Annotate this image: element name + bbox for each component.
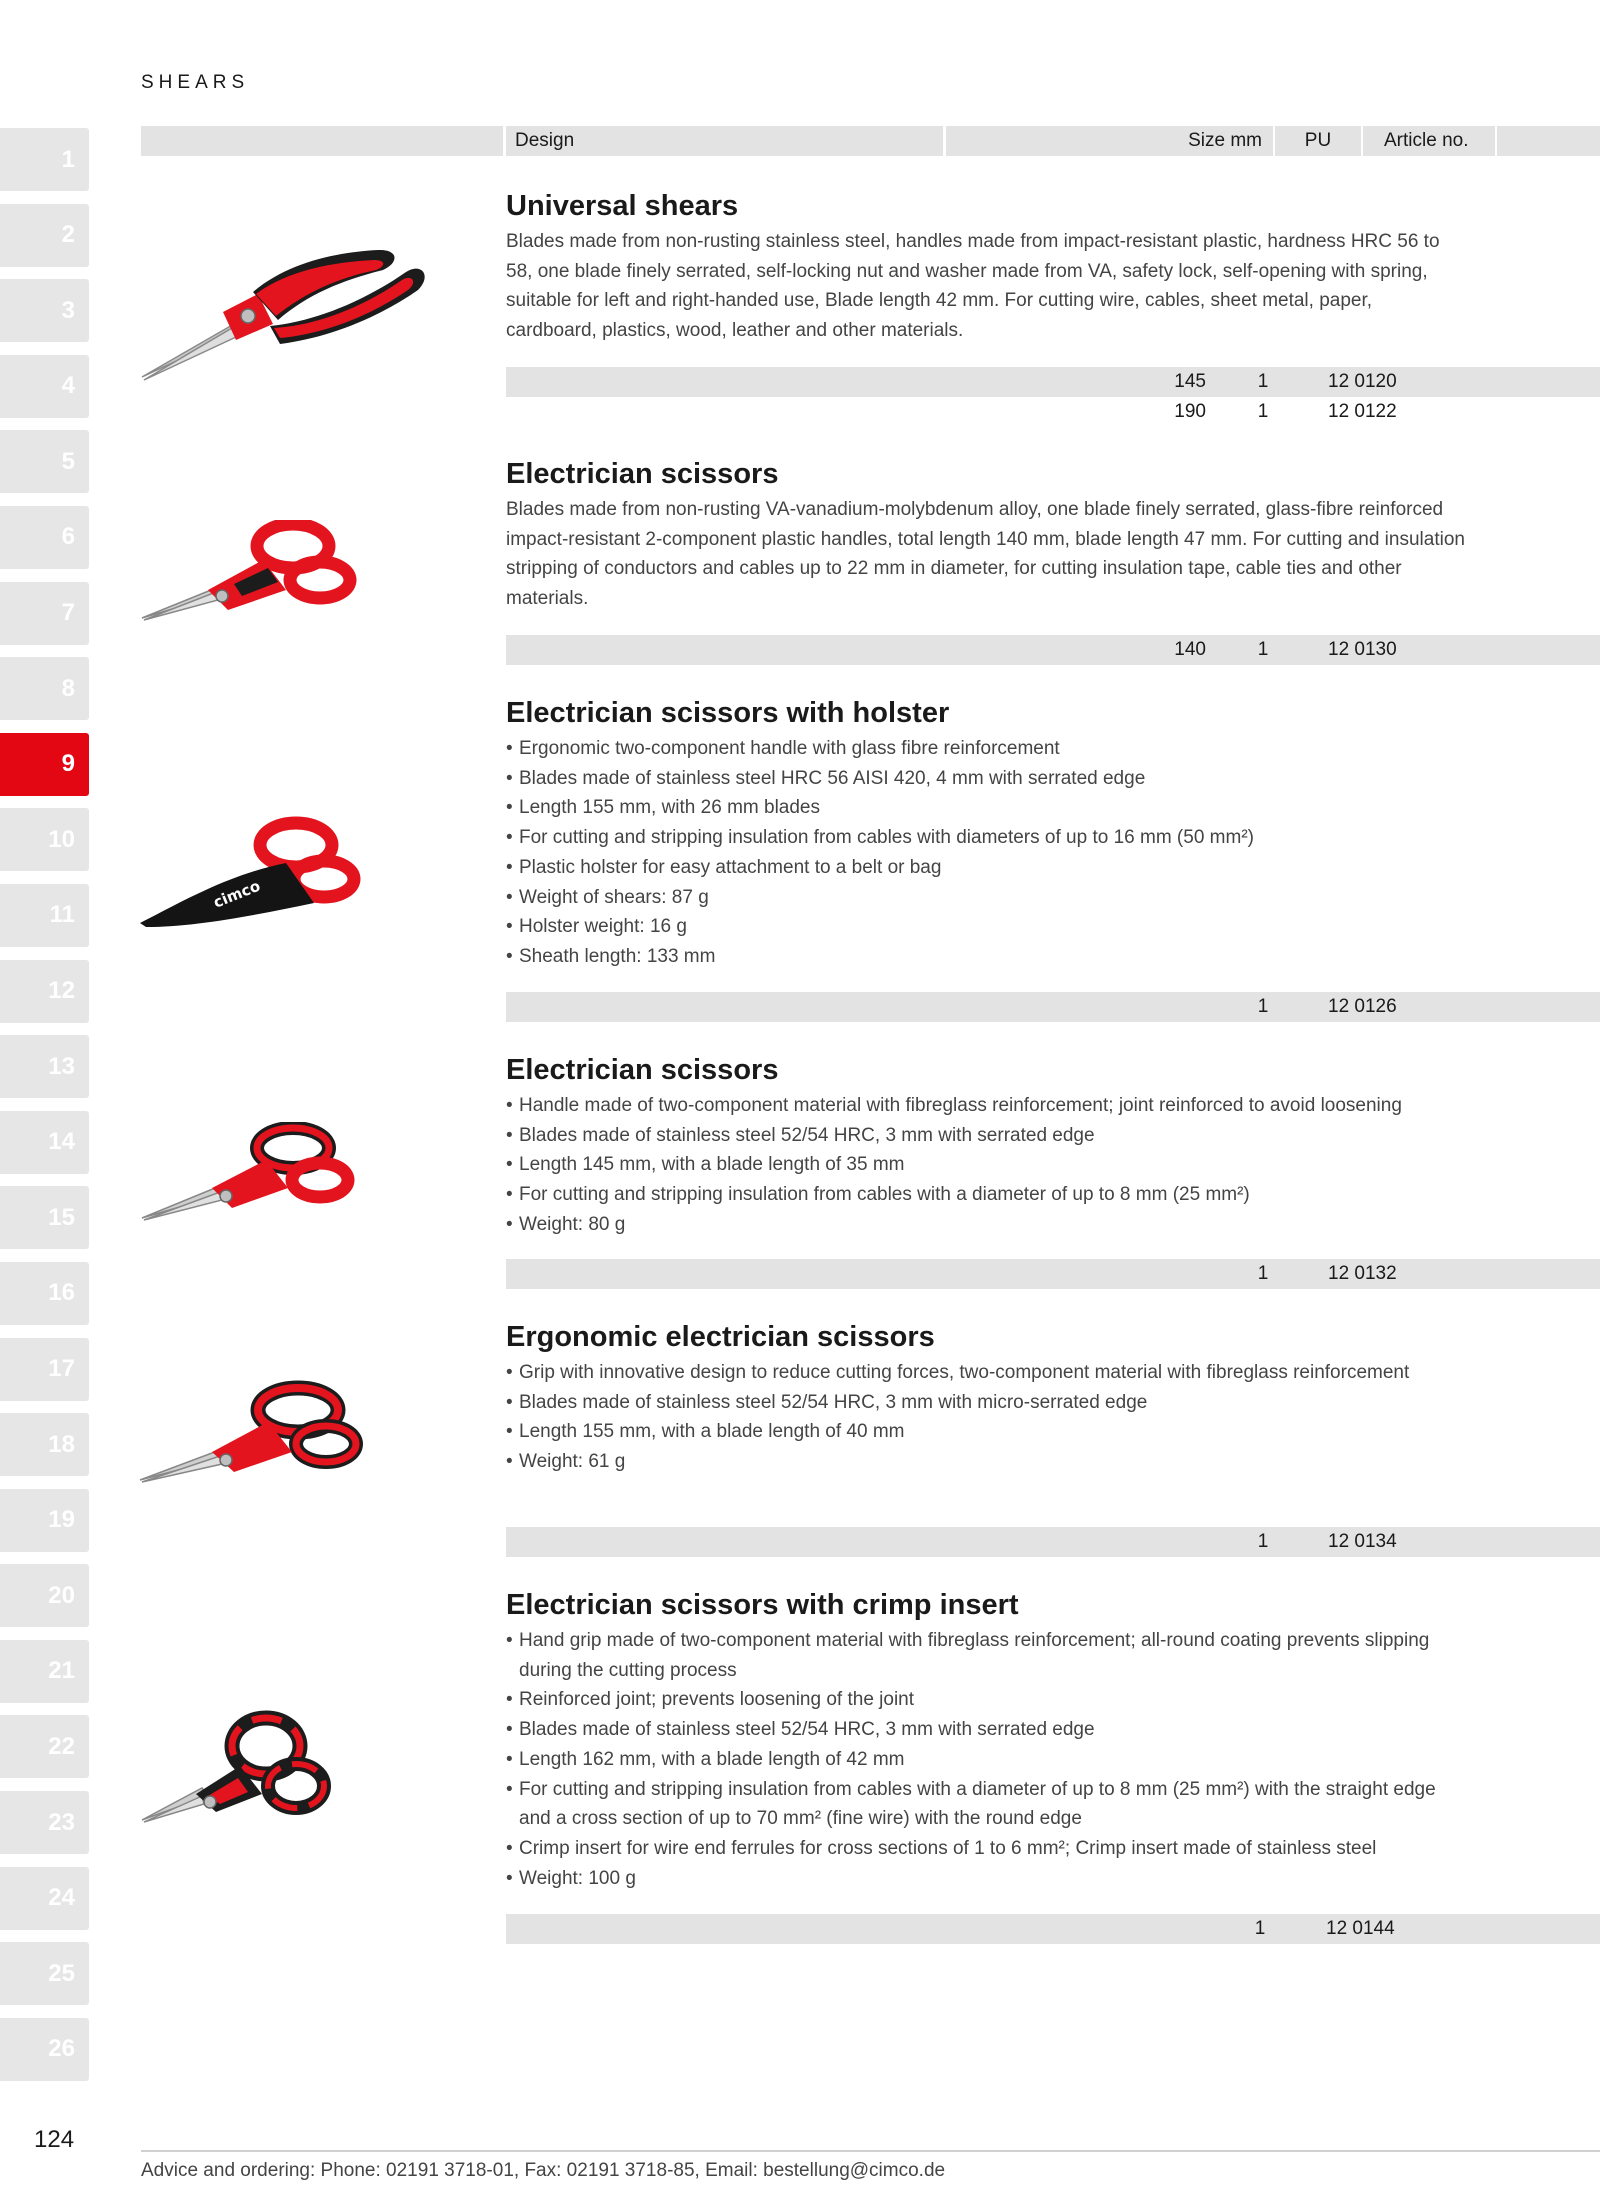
table-row[interactable]: [506, 1259, 1457, 1289]
product-title: Electrician scissors: [506, 458, 779, 490]
feature-item: • Length 145 mm, with a blade length of 35 mm: [506, 1150, 1466, 1180]
table-row[interactable]: [506, 635, 1457, 665]
row-article: 12 0120: [1328, 371, 1397, 392]
chapter-tab-10[interactable]: 10: [0, 808, 89, 871]
product-title: Universal shears: [506, 190, 739, 222]
chapter-tab-25[interactable]: 25: [0, 1942, 89, 2005]
product-electrician-scissors-2: [506, 1054, 1466, 1240]
feature-item: • Blades made of stainless steel 52/54 HRC, 3 mm with micro-serrated edge: [506, 1388, 1466, 1418]
table-row[interactable]: [506, 397, 1457, 427]
feature-item: • For cutting and stripping insulation from cables with diameters of up to 16 mm (50 mm²): [506, 823, 1466, 853]
row-size: 140: [1174, 639, 1206, 660]
chapter-tab-26[interactable]: 26: [0, 2018, 89, 2081]
product-title: Electrician scissors with holster: [506, 697, 950, 729]
header-blank-cell: [1497, 126, 1600, 156]
row-article: 12 0144: [1326, 1918, 1395, 1939]
row-pu: 1: [1257, 401, 1269, 422]
product-title: Electrician scissors: [506, 1054, 779, 1086]
chapter-tab-23[interactable]: 23: [0, 1791, 89, 1854]
feature-item: • Handle made of two-component material with fibreglass reinforcement; joint reinforced to avoid loosening: [506, 1091, 1466, 1121]
chapter-tab-7[interactable]: 7: [0, 582, 89, 645]
footer-divider: [141, 2150, 1600, 2152]
row-pu: 1: [1257, 1263, 1269, 1284]
feature-list: [506, 734, 1466, 972]
row-pu: 1: [1254, 1918, 1266, 1939]
chapter-tab-9-active[interactable]: 9: [0, 733, 89, 796]
chapter-tab-1[interactable]: 1: [0, 128, 89, 191]
feature-item: • Crimp insert for wire end ferrules for cross sections of 1 to 6 mm²; Crimp insert made of stainless steel: [506, 1834, 1466, 1864]
header-article: Article no.: [1363, 126, 1495, 156]
chapter-tab-20[interactable]: 20: [0, 1564, 89, 1627]
product-description: Blades made from non-rusting stainless steel, handles made from impact-resistant plastic, hardness HRC 56 to 58, one blade finely serrated, self-locking nut and washer made from VA, safety lock, self-opening with spring, suitable for left and right-handed use, Blade length 42 mm. For cutting wire, cables, sheet metal, paper, cardboard, plastics, wood, leather and other materials.: [506, 231, 1440, 341]
product-title: Ergonomic electrician scissors: [506, 1321, 935, 1353]
product-scissors-with-holster: [506, 697, 1466, 972]
feature-list: [506, 1626, 1466, 1893]
chapter-tab-8[interactable]: 8: [0, 657, 89, 720]
row-article: 12 0130: [1328, 639, 1397, 660]
table-row[interactable]: [506, 367, 1457, 397]
feature-item: • Weight: 80 g: [506, 1210, 1466, 1240]
chapter-tab-3[interactable]: 3: [0, 279, 89, 342]
chapter-tabs: [0, 128, 89, 2093]
chapter-tab-13[interactable]: 13: [0, 1035, 89, 1098]
chapter-tab-5[interactable]: 5: [0, 430, 89, 493]
feature-item: • Holster weight: 16 g: [506, 912, 1466, 942]
feature-item: • Reinforced joint; prevents loosening of the joint: [506, 1685, 1466, 1715]
row-article: 12 0122: [1328, 401, 1397, 422]
row-pu: 1: [1257, 1531, 1269, 1552]
row-size: 190: [1174, 401, 1206, 422]
feature-item: • Length 162 mm, with a blade length of 42 mm: [506, 1745, 1466, 1775]
row-size: 145: [1174, 371, 1206, 392]
table-row[interactable]: [506, 992, 1457, 1022]
feature-item: • Weight of shears: 87 g: [506, 883, 1466, 913]
header-size: Size mm: [946, 126, 1273, 156]
feature-item: • Hand grip made of two-component material with fibreglass reinforcement; all-round coating prevents slipping during the cutting process: [506, 1626, 1466, 1685]
table-row[interactable]: [506, 1914, 1457, 1944]
feature-item: • Weight: 61 g: [506, 1447, 1466, 1477]
product-universal-shears: [506, 190, 1466, 345]
product-description: Blades made from non-rusting VA-vanadium-molybdenum alloy, one blade finely serrated, glass-fibre reinforced impact-resistant 2-component plastic handles, total length 140 mm, blade length 47 mm. For cutting and insulation stripping of conductors and cables up to 22 mm in diameter, for cutting insulation tape, cable ties and other materials.: [506, 499, 1465, 609]
chapter-tab-18[interactable]: 18: [0, 1413, 89, 1476]
chapter-tab-21[interactable]: 21: [0, 1640, 89, 1703]
product-crimp-insert-scissors: [506, 1589, 1466, 1893]
feature-item: • Blades made of stainless steel 52/54 HRC, 3 mm with serrated edge: [506, 1715, 1466, 1745]
header-design: Design: [506, 126, 943, 156]
product-electrician-scissors: [506, 458, 1466, 613]
table-row[interactable]: [506, 1527, 1457, 1557]
feature-item: • Sheath length: 133 mm: [506, 942, 1466, 972]
chapter-tab-6[interactable]: 6: [0, 506, 89, 569]
footer-contact: Advice and ordering: Phone: 02191 3718-01, Fax: 02191 3718-85, Email: bestellung@cimco.de: [141, 2160, 946, 2181]
row-pu: 1: [1257, 639, 1269, 660]
chapter-tab-15[interactable]: 15: [0, 1186, 89, 1249]
row-article: 12 0132: [1328, 1263, 1397, 1284]
row-pu: 1: [1257, 371, 1269, 392]
page-number: 124: [34, 2126, 75, 2153]
feature-item: • Length 155 mm, with a blade length of 40 mm: [506, 1417, 1466, 1447]
feature-item: • Weight: 100 g: [506, 1864, 1466, 1894]
universal-shears-image: [138, 232, 428, 382]
row-article: 12 0134: [1328, 1531, 1397, 1552]
electrician-scissors-image: [138, 1122, 358, 1222]
chapter-tab-12[interactable]: 12: [0, 960, 89, 1023]
feature-item: • Length 155 mm, with 26 mm blades: [506, 793, 1466, 823]
ergonomic-scissors-image: [136, 1380, 366, 1485]
row-article: 12 0126: [1328, 996, 1397, 1017]
chapter-tab-24[interactable]: 24: [0, 1867, 89, 1930]
header-image-cell: [141, 126, 503, 156]
product-title: Electrician scissors with crimp insert: [506, 1589, 1019, 1621]
feature-item: • For cutting and stripping insulation from cables with a diameter of up to 8 mm (25 mm²) with the straight edge and a cross section of up to 70 mm² (fine wire) with the round edge: [506, 1775, 1466, 1834]
chapter-tab-16[interactable]: 16: [0, 1262, 89, 1325]
header-pu: PU: [1275, 126, 1361, 156]
chapter-tab-4[interactable]: 4: [0, 355, 89, 418]
chapter-tab-17[interactable]: 17: [0, 1338, 89, 1401]
chapter-tab-14[interactable]: 14: [0, 1111, 89, 1174]
chapter-tab-11[interactable]: 11: [0, 884, 89, 947]
product-ergonomic-scissors: [506, 1321, 1466, 1477]
section-label: SHEARS: [141, 72, 250, 93]
feature-list: [506, 1091, 1466, 1240]
feature-item: • Plastic holster for easy attachment to a belt or bag: [506, 853, 1466, 883]
electrician-scissors-image: [138, 520, 358, 625]
feature-item: • Blades made of stainless steel 52/54 HRC, 3 mm with serrated edge: [506, 1121, 1466, 1151]
feature-item: • Ergonomic two-component handle with glass fibre reinforcement: [506, 734, 1466, 764]
feature-item: • Grip with innovative design to reduce cutting forces, two-component material with fibreglass reinforcement: [506, 1358, 1466, 1388]
feature-list: [506, 1358, 1466, 1477]
row-pu: 1: [1257, 996, 1269, 1017]
feature-item: • Blades made of stainless steel HRC 56 AISI 420, 4 mm with serrated edge: [506, 764, 1466, 794]
chapter-tab-2[interactable]: 2: [0, 204, 89, 267]
table-header: [141, 126, 1469, 156]
crimp-insert-scissors-image: [138, 1710, 338, 1825]
chapter-tab-22[interactable]: 22: [0, 1715, 89, 1778]
scissors-with-holster-image: [136, 815, 366, 930]
holster-logo-text: cimco: [210, 876, 263, 912]
feature-item: • For cutting and stripping insulation from cables with a diameter of up to 8 mm (25 mm²): [506, 1180, 1466, 1210]
chapter-tab-19[interactable]: 19: [0, 1489, 89, 1552]
